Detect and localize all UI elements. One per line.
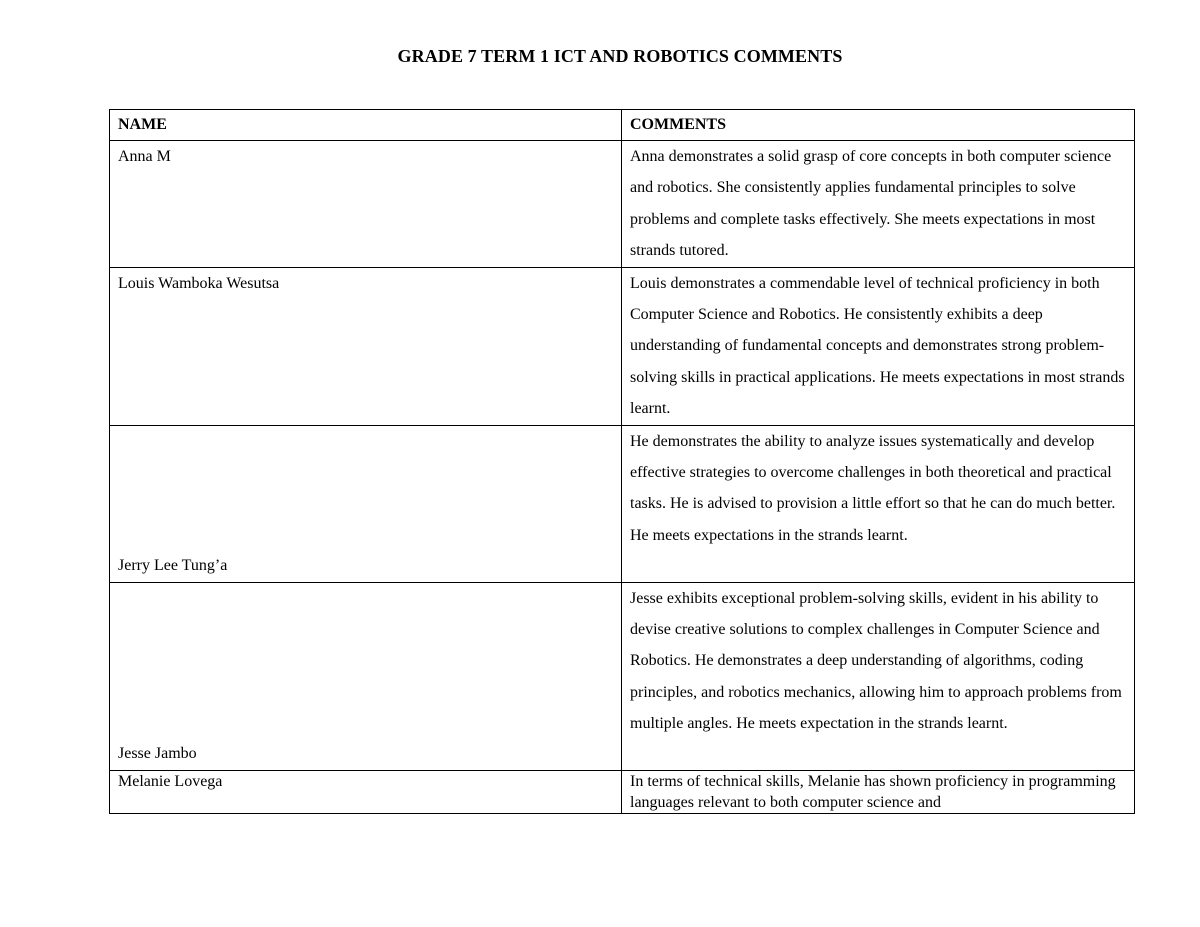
- student-name: Melanie Lovega: [110, 770, 622, 813]
- student-comment: In terms of technical skills, Melanie has shown proficiency in programming languages relevant to both computer science and: [622, 770, 1135, 813]
- table-row: [110, 425, 1135, 582]
- table-header-row: [110, 110, 1135, 141]
- page-title: GRADE 7 TERM 1 ICT AND ROBOTICS COMMENTS: [397, 46, 843, 66]
- comments-column-header: COMMENTS: [622, 110, 1135, 141]
- student-comment: Jesse exhibits exceptional problem-solving skills, evident in his ability to devise creative solutions to complex challenges in Computer Science and Robotics. He demonstrates a deep understanding of algorithms, coding principles, and robotics mechanics, allowing him to approach problems from multiple angles. He meets expectation in the strands learnt.: [622, 582, 1135, 770]
- table-row: [110, 141, 1135, 268]
- table-row: [110, 770, 1135, 813]
- student-name: Jerry Lee Tung’a: [110, 425, 622, 582]
- student-name: Jesse Jambo: [110, 582, 622, 770]
- student-name: Anna M: [110, 141, 622, 268]
- student-comment: Louis demonstrates a commendable level of technical proficiency in both Computer Science and Robotics. He consistently exhibits a deep understanding of fundamental concepts and demonstrates strong problem-solving skills in practical applications. He meets expectations in most strands learnt.: [622, 267, 1135, 425]
- student-name: Louis Wamboka Wesutsa: [110, 267, 622, 425]
- comments-table: [109, 109, 1135, 814]
- student-comment: He demonstrates the ability to analyze issues systematically and develop effective strategies to overcome challenges in both theoretical and practical tasks. He is advised to provision a little effort so that he can do much better. He meets expectations in the strands learnt.: [622, 425, 1135, 582]
- table-row: [110, 267, 1135, 425]
- student-comment: Anna demonstrates a solid grasp of core concepts in both computer science and robotics. She consistently applies fundamental principles to solve problems and complete tasks effectively. She meets expectations in most strands tutored.: [622, 141, 1135, 268]
- table-row: [110, 582, 1135, 770]
- name-column-header: NAME: [110, 110, 622, 141]
